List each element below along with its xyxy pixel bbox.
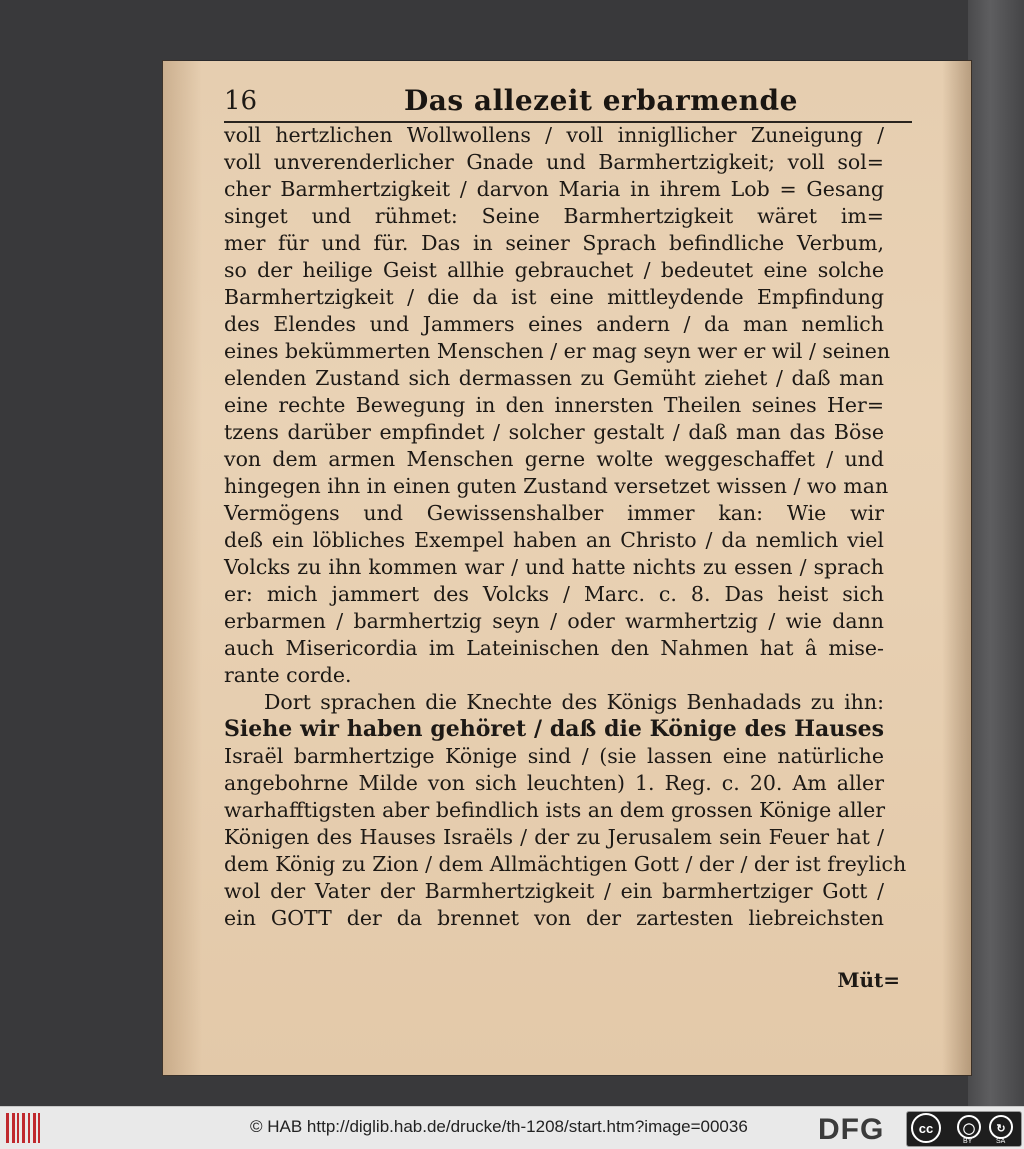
text-line: auch Misericordia im Lateinischen den Nahmen hat â mise- (224, 636, 884, 660)
text-line: erbarmen / barmhertzig seyn / oder warmhertzig / wie dann (224, 609, 884, 633)
text-line: des Elendes und Jammers eines andern / da man nemlich (224, 312, 884, 336)
text-line: dem König zu Zion / dem Allmächtigen Gott / der / der ist freylich (224, 852, 907, 876)
text-line: voll unverenderlicher Gnade und Barmhertzigkeit; voll sol= (224, 150, 884, 174)
text-line: rante corde. (224, 663, 352, 687)
text-line: ein GOTT der da brennet von der zartesten liebreichsten (224, 906, 884, 930)
text-line: Dort sprachen die Knechte des Königs Benhadads zu ihn: (264, 690, 884, 714)
text-line: hingegen ihn in einen guten Zustand versetzet wissen / wo man (224, 474, 889, 498)
by-icon: ◯ (957, 1115, 981, 1139)
text-line: Königen des Hauses Israëls / der zu Jerusalem sein Feuer hat / (224, 825, 884, 849)
text-line: eine rechte Bewegung in den innersten Theilen seines Her= (224, 393, 884, 417)
text-line: deß ein löbliches Exempel haben an Christo / da nemlich viel (224, 528, 884, 552)
text-line: Siehe wir haben gehöret / daß die Könige des Hauses (224, 716, 884, 742)
page-number: 16 (224, 86, 258, 116)
text-line: so der heilige Geist allhie gebrauchet / bedeutet eine solche (224, 258, 884, 282)
page-text (224, 122, 907, 932)
text-line: eines bekümmerten Menschen / er mag seyn wer er wil / seinen (224, 339, 891, 363)
sa-icon: ↻ (989, 1115, 1013, 1139)
text-line: von dem armen Menschen gerne wolte weggeschaffet / und (224, 447, 884, 471)
text-line: er: mich jammert des Volcks / Marc. c. 8. Das heist sich (224, 582, 884, 606)
text-line: cher Barmhertzigkeit / darvon Maria in ihrem Lob = Gesang (224, 177, 884, 201)
text-line: voll hertzlichen Wollwollens / voll innigllicher Zuneigung / (224, 123, 884, 147)
text-line: Vermögens und Gewissenshalber immer kan: Wie wir (224, 501, 884, 525)
sa-label: SA (996, 1138, 1006, 1145)
text-line: Volcks zu ihn kommen war / und hatte nichts zu essen / sprach (224, 555, 884, 579)
barcode-icon (6, 1113, 40, 1143)
dfg-logo: DFG (818, 1113, 885, 1146)
text-line: Barmhertzigkeit / die da ist eine mittleydende Empfindung (224, 285, 884, 309)
text-line: elenden Zustand sich dermassen zu Gemüht ziehet / daß man (224, 366, 884, 390)
text-line: singet und rühmet: Seine Barmhertzigkeit wäret im= (224, 204, 884, 228)
running-title: Das allezeit erbarmende (404, 84, 798, 117)
text-line: Israël barmhertzige Könige sind / (sie lassen eine natürliche (224, 744, 884, 768)
by-label: BY (963, 1138, 973, 1145)
book-page (162, 60, 972, 1076)
cc-license-badge[interactable] (906, 1111, 1022, 1147)
text-line: angebohrne Milde von sich leuchten) 1. Reg. c. 20. Am aller (224, 771, 884, 795)
footer-bar (0, 1106, 1024, 1149)
text-line: mer für und für. Das in seiner Sprach befindliche Verbum, (224, 231, 884, 255)
cc-icon: cc (911, 1113, 941, 1143)
book-edge (968, 0, 1024, 1106)
citation-link[interactable]: © HAB http://diglib.hab.de/drucke/th-1208/start.htm?image=00036 (250, 1117, 748, 1136)
page-header (224, 80, 912, 120)
text-line: tzens darüber empfindet / solcher gestalt / daß man das Böse (224, 420, 884, 444)
text-line: warhafftigsten aber befindlich ists an dem grossen Könige aller (224, 798, 886, 822)
catchword: Müt= (837, 968, 900, 992)
text-line: wol der Vater der Barmhertzigkeit / ein barmhertziger Gott / (224, 879, 884, 903)
